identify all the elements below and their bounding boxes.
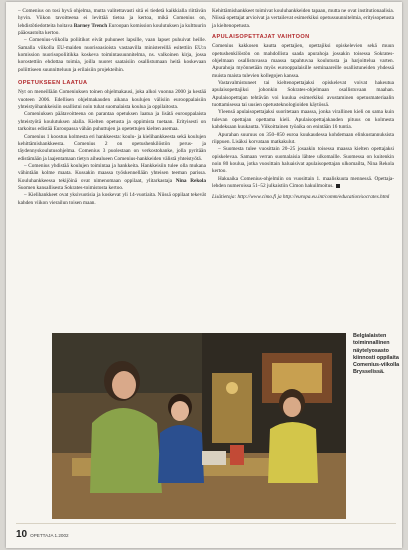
footer-rule [16,523,396,524]
paragraph: – Kielihankkeet ovat yksivuotisia ja koskevat yli 14-vuotiaita. Niissä oppilaat tekevät kahden viikon vierailun toisen maan. [18,192,206,206]
paragraph: Yleensä apulaisopettajaksi suoritetaan maassa, jonka virallinen kieli on sama kuin tulevan opettajan opettama kieli. Apulaisopettajakauden pituus on kolmesta kahdeksaan kuukautta. Viikoittainen työaika on enintään 16 tuntia. [212,109,394,131]
paragraph: – Comenius on tosi hyvä ohjelma, mutta valitettavasti sitä ei tiedetä kaikkialla riittävän hyvin. Viikon tavoitteena ei levittää tietoa ja kertoa, mikä Comenius on, lehdistötiedotteita hoitava Barney Trench Euroopan komission koulutuksen ja kulttuurin pääosastolta kertoo. [18,8,207,37]
page-footer [16,529,69,540]
paragraph: Comenius kakkosen kautta opettajien, opettajiksi opiskelevien sekä muun opetushenkilöstön on mahdollista saada apurahoja jossakin toisessa Sokrates-ohjelmaan osallistuvassa maassa tapahtuvaa koulutusta ja harjoittelua varten. Apurahoja myönnetään myös eurooppalaisille seminaareille osallistuneiden yhdessä muista maista tulevien kollegojen kanssa. [212,43,394,79]
page-number: 10 [16,529,28,540]
paragraph: – Comenius yhdistää koulujen toimintaa ja hankkeita. Hankkeisiin tulee olla mukana vähintään kolme maata. Kussakin maassa työskennellään yhteisen teeman parissa. Kouluhankkeessa tekijöinä ovat nimenomaan oppilaat, ylitarkastaja Nina Rekola Suomen kansallisesta Sokrates-toimistosta kertoo. [18,162,207,191]
section-heading: APULAISOPETTAJAT VAIHTOON [212,34,310,41]
magazine-issue: OPETTAJA 1.2002 [30,533,69,538]
paragraph: Vastavalmistuneet tai kieltenopettajaksi opiskelevat voivat hakeutua apulaisopettajiksi johonkin Sokrates-ohjelmaan osallistuvaan maahan. Apulaisopettajan tehtävän voi kuulua esimerkiksi avustaminen opetusmateriaalin tuottamisessa tai uusien opetusteknologioiden käytössä. [212,80,394,109]
section-heading: OPETUKSEEN LAATUA [18,80,88,87]
links-paragraph: Lisätietoja: http://www.cimo.fi ja http://europa.eu.int/comm/education/socrates.html [212,194,390,201]
paragraph: Apurahan suuruus on 350–850 euroa kuukaudessa kohdemaan elinkustannuksista riippuen. Lisäksi korvataan matkakulut. [212,131,394,145]
paragraph: – Comenius-viikolla poliitikot eivät puhuneet lapsille, vaan lapset puhuivat heille. Samalla viikolla EU-maiden nuorisoasioista vastaavilla ministereillä esitettiin EU:n komission nuorisopoliitikka koskeva toimintasuunnitelma, ns. valkoinen kirja, jossa korostettiin ehdottaa toimia, joilla nuoret saataisiin osallistumaan heitä koskevaan poliittiseen suunnitteluun ja erilaisiin projekteihin. [18,37,206,73]
magazine-page [6,2,402,548]
classroom-photo [52,333,346,519]
paragraph: Comenius 1 koostuu kolmesta eri hankkeesta: koulu- ja kielihankkeesta sekä koulujen kehittämishankkeesta. Comenius 2 on opetushenkilöstön perus- ja täydennyskoulutusohjelma. Comenius 3 puolestaan on verkostohanke, jolla pyritään edistämään ja laajentamaan tietyn aihealueen Comenius-hankkeiden välistä yhteistyötä. [18,133,206,162]
paragraph: Kehittämishankkeet toimivat kouluhankkeiden tapaan, mutta ne ovat institutionaalisia. Niissä opettajat arvioivat ja vertailevat esimerkiksi opetussuunnitelmia, erityisopetusta ja kieltenopetusta. [212,8,394,29]
paragraph: – Suomesta tulee vuosittain 20–25 josaakin toisessa maassa kielten opettajaksi opiskelevaa. Samaan verran suomalaisia lähtee ulkomaille. Suomessa on kuitenkin noin 80 koulua, jotka vuosittain haluaisivat apulaisopettajan ulkomailta, Nina Rekola kertoo. [212,146,394,175]
paragraph: Comeniuksen päätavoitteena on parantaa opetuksen laatua ja lisätä eurooppalaista yhteistyötä koulutuksen alalla. Kielten opetusta ja oppimista tuetaan. Erityisesti on tarkoitus edistää Euroopassa vähän puhuttujen ja opetettujen kielten asemaa. [18,111,206,133]
article-end-mark [336,184,340,188]
right-column [212,8,394,202]
photo-caption: Belgialaisten toiminnallinen näytelyosasto kiinnosti oppilaita Comenius-viikolla Brysselissä. [353,333,400,376]
left-column [18,8,206,207]
paragraph: Nyt on meneillään Comeniuksen toinen ohjelmakausi, joka alkoi vuonna 2000 ja kestää vuoteen 2006. Edellisen ohjelmakauden aikana koulujen välisiin eurooppalaisiin yhteistyöhankkeisiin osallistui noin tuhat suomalaista koulua ja oppilaitosta. [18,89,206,111]
paragraph: Hakuaika Comenius-ohjelmiin on vuosittain 1. maaliskuuta mennessä. Opettaja-lehden numeroissa 51–52 julkaistiin Cimon hakuilmoitus. [212,175,394,189]
photo-illustration [52,333,346,519]
